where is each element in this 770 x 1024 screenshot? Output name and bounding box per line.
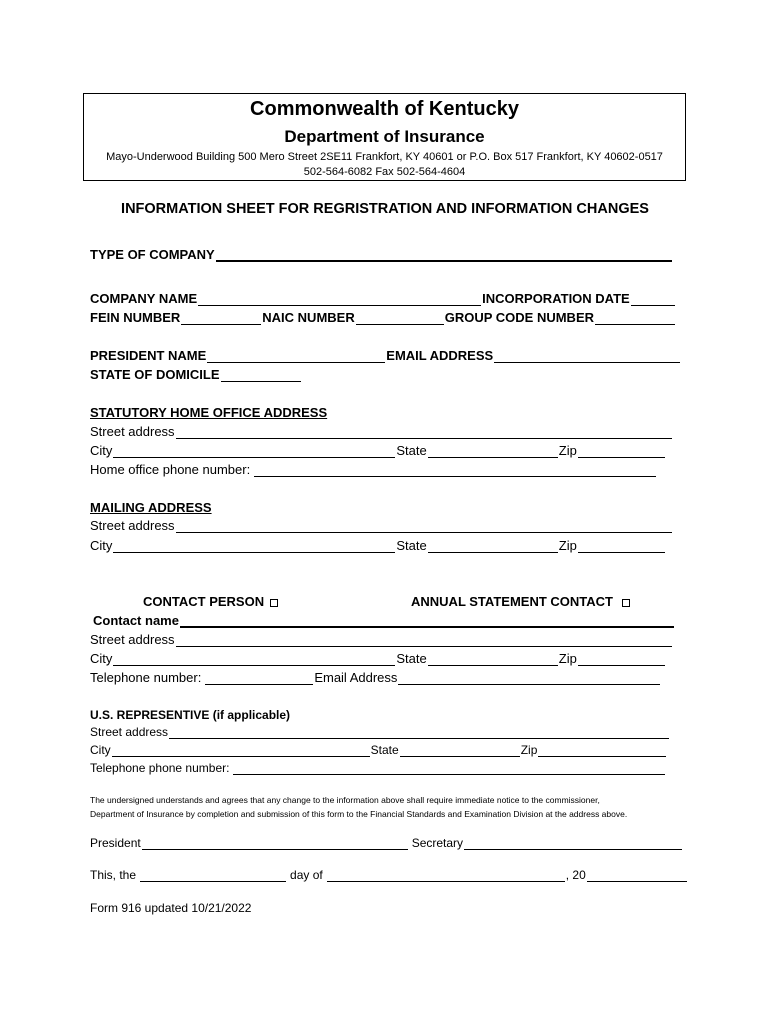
us-rep-state-label: State <box>370 743 399 757</box>
president-name-field[interactable] <box>207 351 385 363</box>
contact-city-field[interactable] <box>113 654 395 666</box>
contact-person-checkbox[interactable] <box>270 599 278 607</box>
contact-city-label: City <box>90 651 113 666</box>
us-rep-zip-field[interactable] <box>538 745 666 757</box>
type-of-company-field[interactable] <box>216 249 672 262</box>
type-of-company-label: TYPE OF COMPANY <box>90 247 215 262</box>
home-street-label: Street address <box>90 424 175 439</box>
home-state-label: State <box>396 443 427 458</box>
type-of-company-row <box>90 247 673 262</box>
mailing-heading: MAILING ADDRESS <box>90 500 212 515</box>
home-street-field[interactable] <box>176 427 672 439</box>
secretary-signature-label: Secretary <box>411 836 464 850</box>
us-rep-city-label: City <box>90 743 111 757</box>
contact-zip-field[interactable] <box>578 654 665 666</box>
naic-field[interactable] <box>356 313 444 325</box>
home-state-field[interactable] <box>428 446 558 458</box>
mailing-city-field[interactable] <box>113 541 395 553</box>
group-code-field[interactable] <box>595 313 675 325</box>
contact-zip-label: Zip <box>558 651 577 666</box>
mailing-state-field[interactable] <box>428 541 558 553</box>
home-zip-field[interactable] <box>578 446 665 458</box>
us-rep-street-field[interactable] <box>169 727 669 739</box>
fein-field[interactable] <box>181 313 261 325</box>
contact-street-label: Street address <box>90 632 175 647</box>
home-phone-field[interactable] <box>254 465 656 477</box>
email-address-field[interactable] <box>494 351 680 363</box>
annual-contact-label: ANNUAL STATEMENT CONTACT <box>411 594 613 609</box>
state-name: Commonwealth of Kentucky <box>250 98 519 120</box>
us-rep-heading: U.S. REPRESENTIVE (if applicable) <box>90 708 291 722</box>
form-number: Form 916 updated 10/21/2022 <box>90 901 252 915</box>
home-street-row <box>90 424 673 439</box>
notice-line-1: The undersigned understands and agrees that any change to the information above shall require immediate notice to the commissioner, <box>90 795 600 805</box>
home-zip-label: Zip <box>558 443 577 458</box>
fein-label: FEIN NUMBER <box>90 310 181 325</box>
incorporation-date-field[interactable] <box>631 294 675 306</box>
contact-email-label: Email Address <box>314 670 398 685</box>
home-phone-row <box>90 462 657 477</box>
contact-name-label: Contact name <box>93 613 179 628</box>
this-the-label: This, the <box>90 868 137 882</box>
annual-contact-checkbox[interactable] <box>622 599 630 607</box>
president-name-label: PRESIDENT NAME <box>90 348 207 363</box>
mailing-city-row <box>90 538 666 553</box>
contact-name-field[interactable] <box>180 615 674 628</box>
mailing-zip-field[interactable] <box>578 541 665 553</box>
mailing-city-label: City <box>90 538 113 553</box>
us-rep-street-row <box>90 725 670 739</box>
mailing-street-row <box>90 518 673 533</box>
contact-name-row <box>93 613 675 628</box>
naic-label: NAIC NUMBER <box>262 310 355 325</box>
mailing-zip-label: Zip <box>558 538 577 553</box>
email-address-label: EMAIL ADDRESS <box>386 348 494 363</box>
contact-person-option <box>143 594 278 609</box>
us-rep-state-field[interactable] <box>400 745 520 757</box>
signature-row <box>90 836 683 850</box>
contact-email-field[interactable] <box>398 673 660 685</box>
contact-city-row <box>90 651 666 666</box>
company-name-label: COMPANY NAME <box>90 291 198 306</box>
home-city-label: City <box>90 443 113 458</box>
fein-row <box>90 310 676 325</box>
president-signature-field[interactable] <box>142 838 408 850</box>
president-signature-label: President <box>90 836 141 850</box>
contact-person-label: CONTACT PERSON <box>143 594 265 609</box>
president-row <box>90 348 681 363</box>
agency-address: Mayo-Underwood Building 500 Mero Street 2SE11 Frankfort, KY 40601 or P.O. Box 517 Frankfort, KY 40602-0517 <box>106 151 663 163</box>
group-code-label: GROUP CODE NUMBER <box>444 310 595 325</box>
state-of-domicile-label: STATE OF DOMICILE <box>90 367 220 382</box>
mailing-street-label: Street address <box>90 518 175 533</box>
day-field[interactable] <box>140 870 286 882</box>
us-rep-city-row <box>90 743 667 757</box>
date-row <box>90 868 688 882</box>
contact-phone-row <box>90 670 661 685</box>
us-rep-phone-field[interactable] <box>233 763 665 775</box>
day-of-label: day of <box>290 868 323 882</box>
home-phone-label: Home office phone number: <box>90 462 251 477</box>
mailing-street-field[interactable] <box>176 521 672 533</box>
contact-state-field[interactable] <box>428 654 558 666</box>
contact-street-field[interactable] <box>176 635 672 647</box>
us-rep-zip-label: Zip <box>520 743 538 757</box>
contact-phone-label: Telephone number: <box>90 670 202 685</box>
state-of-domicile-field[interactable] <box>221 370 301 382</box>
domicile-row <box>90 367 302 382</box>
company-name-field[interactable] <box>198 294 481 306</box>
agency-header <box>83 93 686 181</box>
annual-contact-option <box>411 594 630 609</box>
home-office-heading: STATUTORY HOME OFFICE ADDRESS <box>90 405 328 420</box>
us-rep-phone-row <box>90 761 666 775</box>
us-rep-phone-label: Telephone phone number: <box>90 761 230 775</box>
company-name-row <box>90 291 676 306</box>
secretary-signature-field[interactable] <box>464 838 682 850</box>
contact-street-row <box>90 632 673 647</box>
department-name: Department of Insurance <box>284 127 485 146</box>
agency-phone: 502-564-6082 Fax 502-564-4604 <box>303 166 466 178</box>
form-title: INFORMATION SHEET FOR REGRISTRATION AND INFORMATION CHANGES <box>121 201 649 217</box>
incorporation-date-label: INCORPORATION DATE <box>482 291 630 306</box>
home-city-field[interactable] <box>113 446 395 458</box>
year-field[interactable] <box>587 870 687 882</box>
month-field[interactable] <box>327 870 565 882</box>
mailing-state-label: State <box>396 538 427 553</box>
home-city-row <box>90 443 666 458</box>
year-prefix-label: , 20 <box>565 868 586 882</box>
us-rep-city-field[interactable] <box>112 745 370 757</box>
contact-state-label: State <box>396 651 427 666</box>
contact-phone-field[interactable] <box>205 673 313 685</box>
notice-line-2: Department of Insurance by completion and submission of this form to the Financial Standards and Examination Division at the address above. <box>90 809 628 819</box>
us-rep-street-label: Street address <box>90 725 169 739</box>
